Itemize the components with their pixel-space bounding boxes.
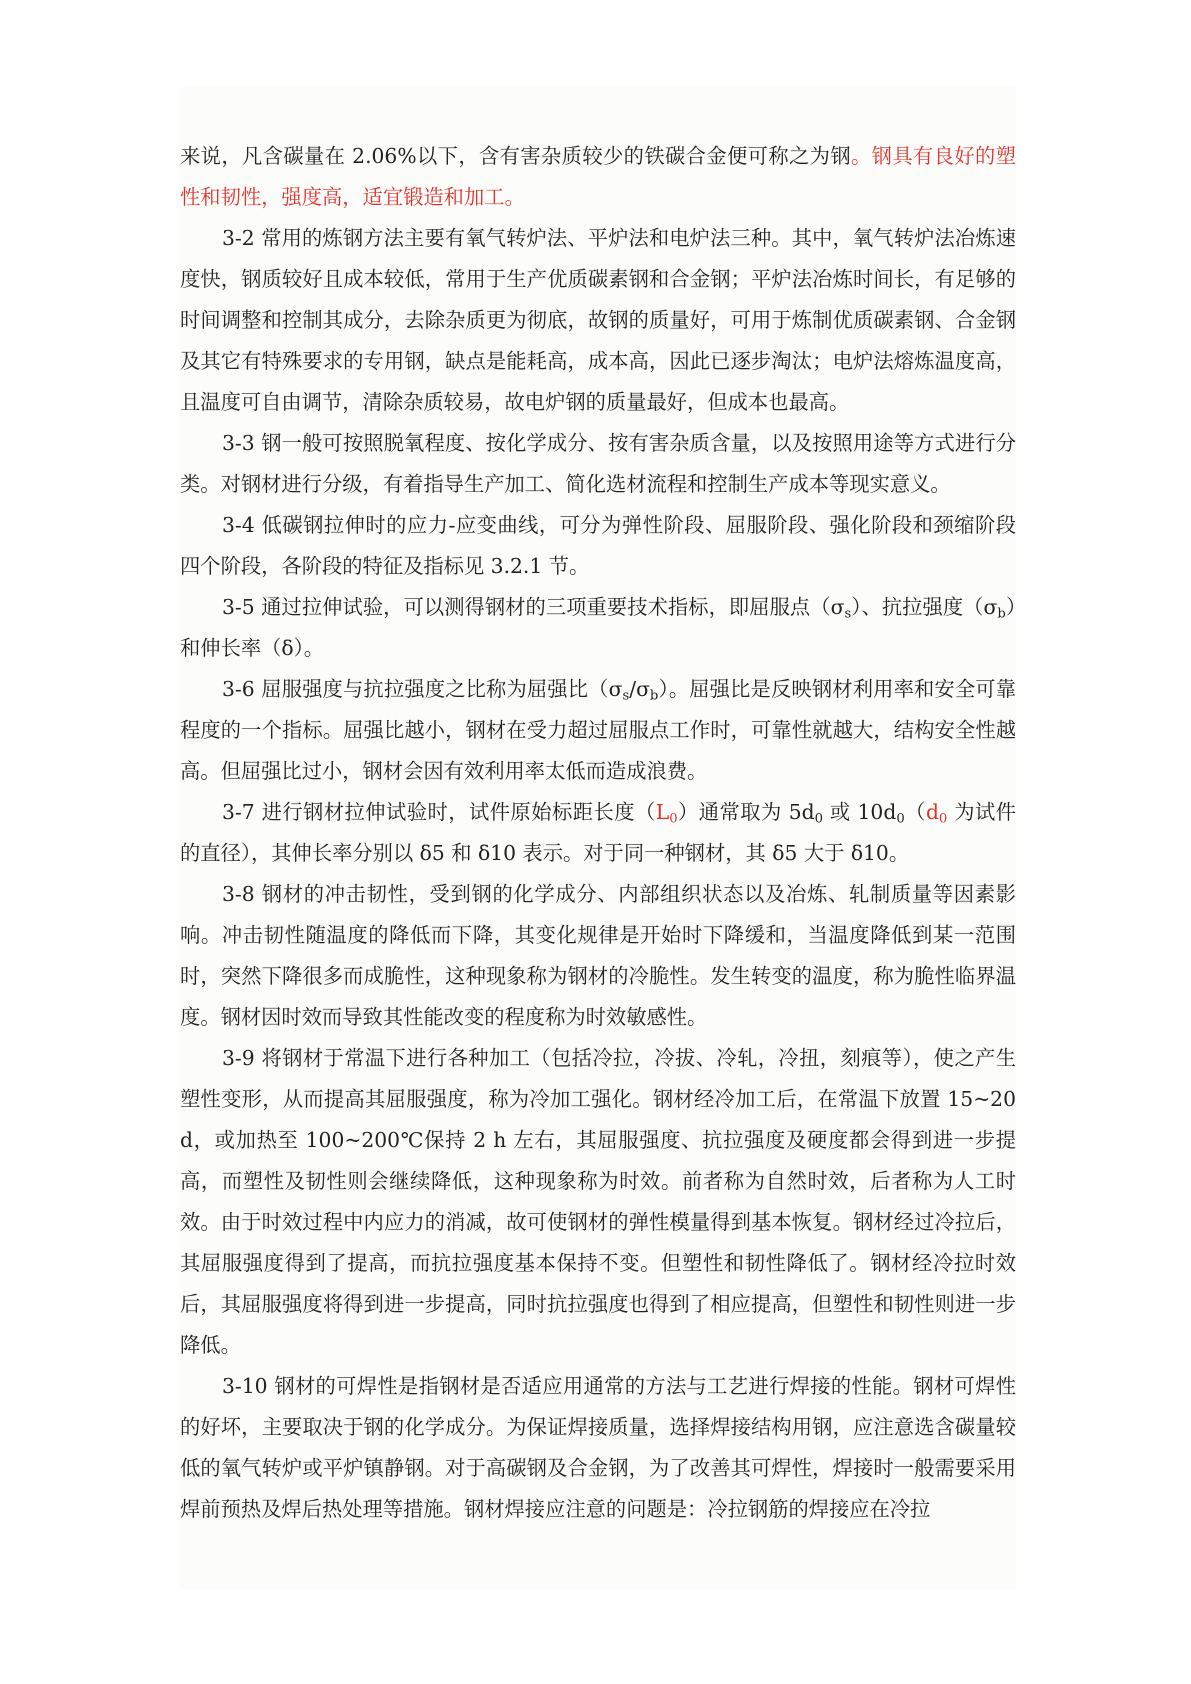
paragraph-3-5 [180, 587, 1016, 669]
paragraph-3-10 [180, 1366, 1016, 1530]
text-run: 为试件的直径），其伸长率分别以 δ5 和 δ10 表示。对于同一种钢材，其 δ5 大于 δ10。 [180, 800, 1016, 865]
subscript: b [997, 606, 1006, 622]
paragraph-3-7 [180, 792, 1016, 874]
paragraph-intro [180, 136, 1016, 218]
text-run: ）和伸长率（δ）。 [180, 595, 1017, 660]
highlighted-text: L [655, 800, 670, 824]
highlighted-text: d [925, 800, 939, 824]
body-text [180, 136, 1016, 1530]
paragraph-3-4 [180, 505, 1016, 587]
text-run: 来说，凡含碳量在 2.06%以下，含有害杂质较少的铁碳合金便可称之为钢 [180, 144, 852, 168]
subscript: 0 [814, 811, 823, 827]
text-run: 3-8 钢材的冲击韧性，受到钢的化学成分、内部组织状态以及冶炼、轧制质量等因素影响。冲击韧性随温度的降低而下降，其变化规律是开始时下降缓和，当温度降低到某一范围时，突然下降很多而成脆性，这种现象称为钢材的冷脆性。发生转变的温度，称为脆性临界温度。钢材因时效而导致其性能改变的程度称为时效敏感性。 [180, 882, 1016, 1029]
subscript: b [649, 688, 659, 704]
subscript: 0 [896, 811, 905, 827]
text-run: 3-6 屈服强度与抗拉强度之比称为屈强比（σ [222, 677, 623, 701]
subscript: 0 [938, 811, 948, 827]
text-run: ）通常取为 5d [677, 800, 815, 824]
text-run: ）、抗拉强度（σ [851, 595, 998, 619]
text-run: 3-3 钢一般可按照脱氧程度、按化学成分、按有害杂质含量，以及按照用途等方式进行分类。对钢材进行分级，有着指导生产加工、简化选材流程和控制生产成本等现实意义。 [180, 431, 1016, 496]
paragraph-3-3 [180, 423, 1016, 505]
text-run: 或 10d [822, 800, 897, 824]
text-run: （ [904, 800, 926, 824]
paragraph-3-9 [180, 1038, 1016, 1366]
paragraph-3-6 [180, 669, 1016, 792]
subscript: 0 [669, 811, 678, 827]
page-content-area [180, 86, 1016, 1590]
paragraph-3-8 [180, 874, 1016, 1038]
paragraph-3-2 [180, 218, 1016, 423]
text-run: 3-7 进行钢材拉伸试验时，试件原始标距长度（ [222, 800, 656, 824]
text-run: 3-5 通过拉伸试验，可以测得钢材的三项重要技术指标，即屈服点（σ [222, 595, 845, 619]
text-run: 3-4 低碳钢拉伸时的应力-应变曲线，可分为弹性阶段、屈服阶段、强化阶段和颈缩阶段四个阶段，各阶段的特征及指标见 3.2.1 节。 [180, 513, 1016, 578]
subscript: s [844, 606, 852, 622]
text-run: 3-9 将钢材于常温下进行各种加工（包括冷拉，冷拔、冷轧，冷扭，刻痕等），使之产生塑性变形，从而提高其屈服强度，称为冷加工强化。钢材经冷加工后，在常温下放置 15~20 d，或加热至 100~200℃保持 2 h 左右，其屈服强度、抗拉强度及硬度都会得到进一步提高，而塑性及韧性则会继续降低，这种现象称为时效。前者称为自然时效，后者称为人工时效。由于时效过程中内应力的消减，故可使钢材的弹性模量得到基本恢复。钢材经过冷拉后，其屈服强度得到了提高，而抗拉强度基本保持不变。但塑性和韧性降低了。钢材经冷拉时效后，其屈服强度将得到进一步提高，同时抗拉强度也得到了相应提高，但塑性和韧性则进一步降低。 [180, 1046, 1016, 1357]
subscript: s [622, 688, 630, 704]
text-run: ）。屈强比是反映钢材利用率和安全可靠程度的一个指标。屈强比越小，钢材在受力超过屈服点工作时，可靠性就越大，结构安全性越高。但屈强比过小，钢材会因有效利用率太低而造成浪费。 [180, 677, 1017, 783]
text-run: 3-2 常用的炼钢方法主要有氧气转炉法、平炉法和电炉法三种。其中，氧气转炉法冶炼速度快，钢质较好且成本较低，常用于生产优质碳素钢和合金钢；平炉法冶炼时间长，有足够的时间调整和控制其成分，去除杂质更为彻底，故钢的质量好，可用于炼制优质碳素钢、合金钢及其它有特殊要求的专用钢，缺点是能耗高，成本高，因此已逐步淘汰；电炉法熔炼温度高，且温度可自由调节，清除杂质较易，故电炉钢的质量最好，但成本也最高。 [180, 226, 1016, 414]
text-run: /σ [629, 677, 650, 701]
highlighted-text: 。钢具有良好的塑性和韧性，强度高，适宜锻造和加工。 [180, 144, 1016, 209]
text-run: 3-10 钢材的可焊性是指钢材是否适应用通常的方法与工艺进行焊接的性能。钢材可焊性的好坏，主要取决于钢的化学成分。为保证焊接质量，选择焊接结构用钢，应注意选含碳量较低的氧气转炉或平炉镇静钢。对于高碳钢及合金钢，为了改善其可焊性，焊接时一般需要采用焊前预热及焊后热处理等措施。钢材焊接应注意的问题是：冷拉钢筋的焊接应在冷拉 [180, 1374, 1016, 1521]
